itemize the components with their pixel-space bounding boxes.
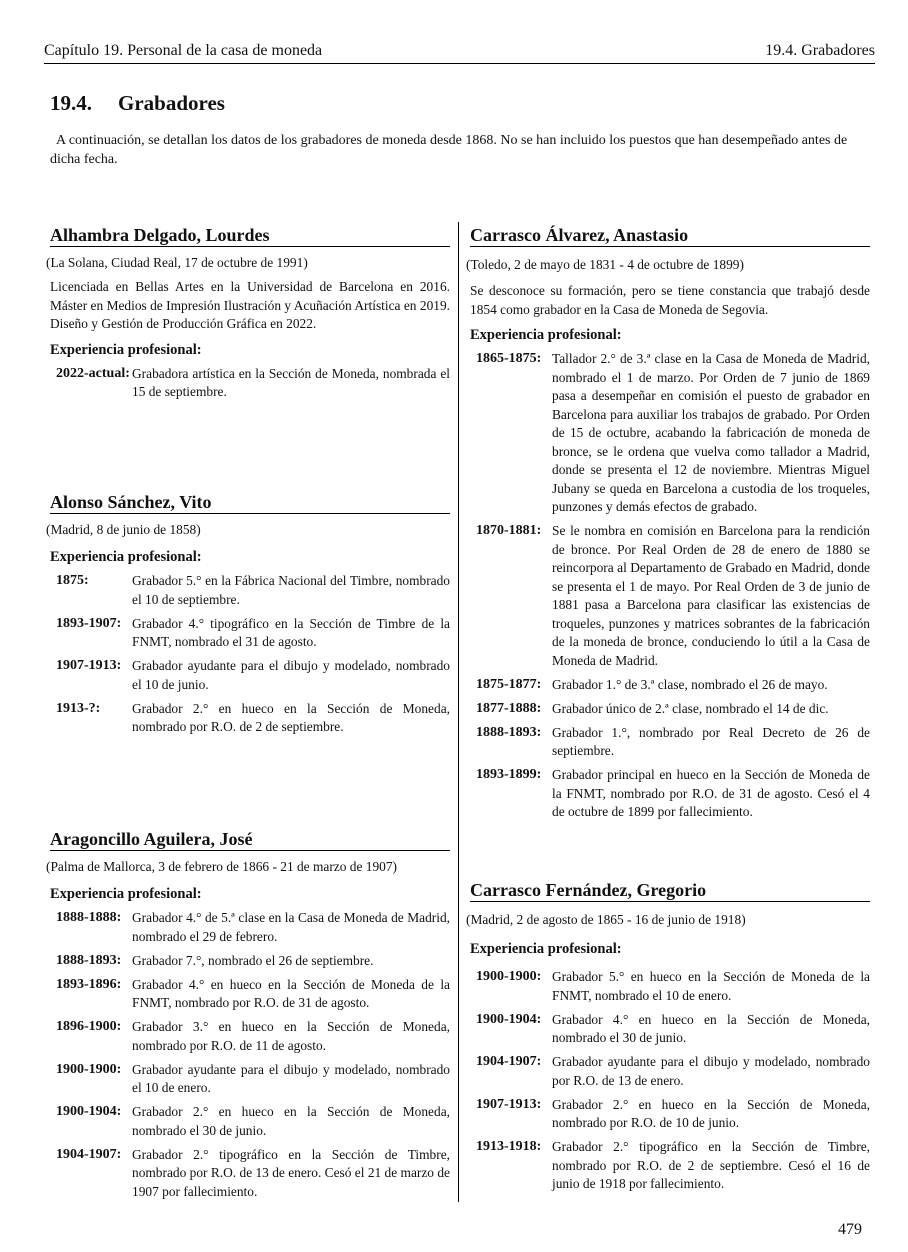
entry-aragoncillo: [46, 828, 450, 1207]
entry-dates: (Palma de Mallorca, 3 de febrero de 1866 - 21 de marzo de 1907): [46, 859, 398, 874]
experience-item: [466, 724, 870, 761]
entry-dates: (La Solana, Ciudad Real, 17 de octubre de 1991): [46, 255, 308, 270]
experience-text: Grabador 4.° en hueco en la Sección de Moneda, nombrado el 30 de junio.: [552, 1011, 870, 1045]
experience-years: 1875:: [56, 573, 89, 588]
experience-text: Tallador 2.° de 3.ª clase en la Casa de Moneda de Madrid, nombrado el 1 de marzo. Por Orden de 7 junio de 1869 pasa a desempeñar en comisión el puesto de grabador en Barcelona para auxiliar los trabajos de grabado. Por Orden de 15 de octubre, acabando la fabricación de moneda de bronce, se le ordena que vuelva como tallador a Madrid, donde se presenta el 12 de noviembre. Mientras Miguel Jubany se queda en Barcelona a custodia de los troqueles, punzones y demás efectos de grabado.: [552, 351, 870, 514]
experience-text: Grabador único de 2.ª clase, nombrado el 14 de dic.: [552, 700, 829, 716]
experience-text: Grabador ayudante para el dibujo y modelado, nombrado el 10 de junio.: [132, 658, 450, 692]
experience-years: 1870-1881:: [476, 523, 542, 538]
experience-item: [46, 1146, 450, 1202]
experience-years: 1893-1907:: [56, 615, 122, 631]
experience-text: Grabador 4.° en hueco en la Sección de Moneda de la FNMT, nombrado por R.O. de 31 de agosto.: [132, 976, 450, 1010]
experience-item: [46, 572, 450, 609]
experience-text: Se le nombra en comisión en Barcelona para la rendición de bronce. Por Real Orden de 28 de enero de 1880 se reincorpora al Departamento de Grabado en Madrid, donde se presenta el 1 de mayo. Por Real Orden de 3 de junio de 1881 pasa a Barcelona para clasificar las existencias de troqueles, punzones y matrices sobrantes de la fabricación de la moneda de bronce, conduciendo lo útil a la Casa de Moneda de Madrid.: [552, 523, 870, 668]
entry-name: Carrasco Fernández, Gregorio: [470, 879, 870, 902]
experience-years: 1877-1888:: [476, 700, 542, 716]
experience-list: [46, 365, 450, 402]
experience-heading: Experiencia profesional:: [470, 327, 622, 343]
experience-years: 2022-actual:: [56, 365, 130, 381]
entry-name: Alhambra Delgado, Lourdes: [50, 224, 450, 247]
experience-text: Grabador 2.° tipográfico en la Sección de Timbre, nombrado por R.O. de 2 de septiembre. Cesó el 16 de junio de 1918 por fallecimiento.: [552, 1139, 870, 1191]
column-divider: [458, 222, 459, 1202]
entry-name: Aragoncillo Aguilera, José: [50, 828, 450, 851]
experience-list: [466, 350, 870, 822]
section-number: 19.4.: [50, 91, 92, 115]
experience-item: [46, 615, 450, 652]
experience-item: [46, 657, 450, 694]
experience-years: 1888-1888:: [56, 910, 122, 925]
experience-text: Grabador principal en hueco en la Sección de Moneda de la FNMT, nombrado por R.O. de 31 de agosto. Cesó el 4 de octubre de 1899 por fallecimiento.: [552, 767, 870, 819]
page-number: 479: [838, 1221, 862, 1238]
experience-years: 1900-1900:: [56, 1061, 122, 1077]
experience-text: Grabador 4.° de 5.ª clase en la Casa de Moneda de Madrid, nombrado el 29 de febrero.: [132, 910, 450, 944]
experience-years: 1893-1896:: [56, 976, 122, 992]
experience-years: 1875-1877:: [476, 676, 542, 692]
experience-text: Grabador 2.° en hueco en la Sección de Moneda, nombrado por R.O. de 10 de junio.: [552, 1096, 870, 1130]
section-title: Grabadores: [118, 91, 225, 115]
section-heading: [50, 90, 225, 116]
experience-years: 1896-1900:: [56, 1019, 122, 1034]
experience-item: [46, 1018, 450, 1055]
experience-item: [466, 676, 870, 695]
experience-item: [46, 365, 450, 402]
section-intro: A continuación, se detallan los datos de los grabadores de moneda desde 1868. No se han incluido los puestos que han desempeñado antes de dicha fecha.: [50, 133, 848, 167]
experience-years: 1900-1904:: [476, 1011, 542, 1027]
experience-years: 1907-1913:: [476, 1096, 542, 1112]
experience-text: Grabador 7.°, nombrado el 26 de septiembre.: [132, 952, 374, 968]
experience-text: Grabador 2.° en hueco en la Sección de Moneda, nombrado el 30 de junio.: [132, 1104, 450, 1138]
experience-item: [46, 976, 450, 1013]
experience-item: [466, 1096, 870, 1133]
experience-years: 1913-1918:: [476, 1139, 542, 1154]
experience-years: 1893-1899:: [476, 767, 542, 782]
experience-text: Grabador 5.° en hueco en la Sección de Moneda de la FNMT, nombrado el 10 de enero.: [552, 969, 870, 1003]
experience-years: 1904-1907:: [476, 1054, 542, 1069]
experience-years: 1888-1893:: [56, 952, 122, 968]
entry-dates: (Madrid, 8 de junio de 1858): [46, 522, 201, 537]
section-header: 19.4. Grabadores: [765, 42, 875, 59]
experience-text: Grabador 1.°, nombrado por Real Decreto de 26 de septiembre.: [552, 724, 870, 758]
entry-alonso: [46, 491, 450, 742]
experience-item: [466, 350, 870, 517]
chapter-title: Capítulo 19. Personal de la casa de moneda: [44, 42, 323, 59]
experience-heading: Experiencia profesional:: [50, 549, 202, 565]
experience-item: [46, 1061, 450, 1098]
experience-text: Grabador 5.° en la Fábrica Nacional del Timbre, nombrado el 10 de septiembre.: [132, 573, 450, 607]
entry-dates: (Toledo, 2 de mayo de 1831 - 4 de octubre de 1899): [466, 257, 744, 272]
experience-item: [466, 700, 870, 719]
experience-list: [46, 909, 450, 1201]
entry-name: Carrasco Álvarez, Anastasio: [470, 224, 870, 247]
experience-item: [46, 952, 450, 971]
experience-text: Grabadora artística en la Sección de Moneda, nombrada el 15 de septiembre.: [132, 365, 450, 399]
experience-item: [466, 766, 870, 822]
entry-carrasco-alvarez: [466, 224, 870, 827]
entry-alhambra: [46, 224, 450, 407]
experience-text: Grabador 3.° en hueco en la Sección de Moneda, nombrado por R.O. de 11 de agosto.: [132, 1019, 450, 1053]
experience-list: [46, 572, 450, 737]
experience-item: [466, 522, 870, 670]
experience-text: Grabador 1.° de 3.ª clase, nombrado el 26 de mayo.: [552, 676, 828, 692]
experience-years: 1888-1893:: [476, 724, 542, 740]
experience-years: 1913-?:: [56, 700, 101, 716]
experience-heading: Experiencia profesional:: [50, 341, 202, 358]
running-header: [44, 42, 875, 64]
experience-years: 1904-1907:: [56, 1146, 122, 1162]
experience-heading: Experiencia profesional:: [50, 886, 202, 902]
experience-years: 1900-1900:: [476, 969, 542, 984]
experience-item: [46, 1103, 450, 1140]
experience-years: 1865-1875:: [476, 351, 542, 366]
experience-item: [46, 700, 450, 737]
experience-text: Grabador ayudante para el dibujo y modelado, nombrado por R.O. de 13 de enero.: [552, 1054, 870, 1088]
experience-text: Grabador 4.° tipográfico en la Sección de Timbre de la FNMT, nombrado el 31 de agosto.: [132, 615, 450, 649]
experience-text: Grabador ayudante para el dibujo y modelado, nombrado el 10 de enero.: [132, 1061, 450, 1095]
experience-years: 1900-1904:: [56, 1104, 122, 1119]
entry-carrasco-fernandez: [466, 879, 870, 1199]
experience-list: [466, 968, 870, 1194]
experience-text: Grabador 2.° tipográfico en la Sección de Timbre, nombrado por R.O. de 13 de enero. Cesó el 21 de marzo de 1907 por fallecimiento.: [132, 1146, 450, 1199]
entry-bio: Se desconoce su formación, pero se tiene constancia que trabajó desde 1854 como grabador en la Casa de Moneda de Segovia.: [470, 283, 870, 317]
entry-bio: Licenciada en Bellas Artes en la Universidad de Barcelona en 2016. Máster en Medios de Impresión Ilustración y Acuñación Artística en 2019. Diseño y Gestión de Producción Gráfica en 2022.: [50, 279, 450, 331]
experience-item: [466, 1053, 870, 1090]
experience-heading: Experiencia profesional:: [470, 941, 622, 957]
experience-item: [466, 1011, 870, 1048]
experience-item: [46, 909, 450, 946]
entry-dates: (Madrid, 2 de agosto de 1865 - 16 de junio de 1918): [466, 912, 746, 927]
experience-item: [466, 1138, 870, 1194]
experience-item: [466, 968, 870, 1005]
experience-text: Grabador 2.° en hueco en la Sección de Moneda, nombrado por R.O. de 2 de septiembre.: [132, 700, 450, 734]
experience-years: 1907-1913:: [56, 658, 122, 673]
entry-name: Alonso Sánchez, Vito: [50, 491, 450, 514]
